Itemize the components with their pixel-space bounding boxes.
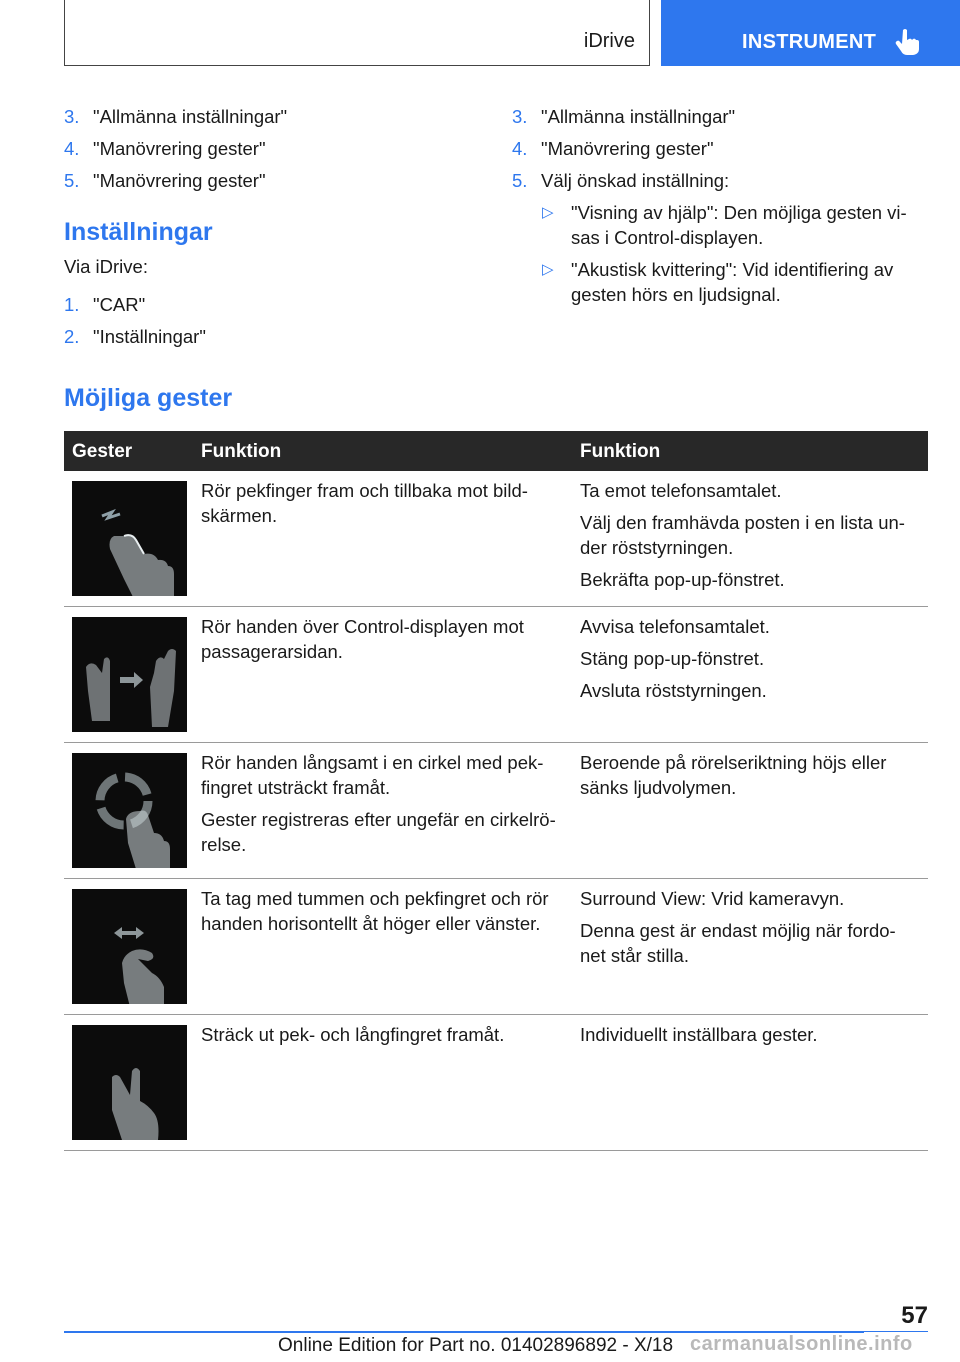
step-number: 4. — [512, 138, 528, 159]
page-number: 57 — [901, 1302, 928, 1329]
footer-divider-thin — [864, 1331, 928, 1332]
via-idrive-label: Via iDrive: — [64, 256, 148, 277]
function-item — [580, 886, 920, 911]
sub-list-item — [512, 200, 932, 250]
gesture-function — [580, 614, 920, 710]
table-row — [64, 607, 928, 743]
function-item — [580, 678, 920, 703]
circle-finger-gesture-image — [72, 753, 187, 868]
text-line: Denna gest är endast möjlig när fordo- — [580, 920, 896, 941]
gesture-function — [580, 478, 920, 599]
list-item — [64, 292, 464, 317]
sub-item-line: gesten hörs en ljudsignal. — [571, 284, 781, 305]
text-line: Rör handen långsamt i en cirkel med pek- — [201, 752, 544, 773]
step-text: "Manövrering gester" — [541, 138, 714, 159]
step-number: 4. — [64, 138, 80, 159]
step-number: 5. — [64, 170, 80, 191]
text-line: net står stilla. — [580, 945, 689, 966]
gestures-heading: Möjliga gester — [64, 384, 233, 412]
left-steps-list — [64, 104, 464, 200]
sub-list-item — [512, 257, 932, 307]
table-row — [64, 879, 928, 1015]
hand-pointer-icon — [895, 28, 921, 56]
triangle-bullet-icon: ▷ — [542, 204, 554, 221]
step-number: 3. — [64, 106, 80, 127]
gesture-function — [580, 750, 920, 807]
list-item — [64, 104, 464, 129]
list-item — [512, 136, 932, 161]
text-line: Surround View: Vrid kameravyn. — [580, 888, 845, 909]
function-item — [580, 510, 920, 560]
text-line: skärmen. — [201, 505, 278, 526]
step-text: Välj önskad inställning: — [541, 170, 730, 191]
gesture-description — [201, 1022, 571, 1047]
sub-item-line: "Visning av hjälp": Den möjliga gesten vi- — [571, 202, 907, 223]
description-paragraph — [201, 750, 571, 800]
watermark: carmanualsonline.info — [690, 1333, 913, 1355]
sub-item-line: sas i Control-displayen. — [571, 227, 764, 248]
text-line: handen horisontellt åt höger eller vänster. — [201, 913, 541, 934]
function-item — [580, 750, 920, 800]
step-text: "Manövrering gester" — [93, 170, 266, 191]
text-line: fingret utsträckt framåt. — [201, 777, 391, 798]
gesture-description — [201, 750, 571, 864]
finger-tap-gesture-image — [72, 481, 187, 596]
function-item — [580, 646, 920, 671]
text-line: Gester registreras efter ungefär en cirkelrö- — [201, 809, 556, 830]
column-header: Funktion — [580, 441, 661, 462]
text-line: Beroende på rörelseriktning höjs eller — [580, 752, 887, 773]
text-line: relse. — [201, 834, 247, 855]
text-line: Stäng pop-up-fönstret. — [580, 648, 765, 669]
column-header: Gester — [72, 441, 133, 462]
header-chapter-tab — [661, 0, 960, 66]
function-item — [580, 478, 920, 503]
right-steps-list — [512, 104, 932, 314]
table-row — [64, 743, 928, 879]
list-item — [512, 104, 932, 129]
text-line: Ta emot telefonsamtalet. — [580, 480, 782, 501]
step-text: "Allmänna inställningar" — [541, 106, 736, 127]
text-line: Bekräfta pop-up-fönstret. — [580, 569, 785, 590]
hand-swipe-gesture-image — [72, 617, 187, 732]
gesture-description — [201, 886, 571, 936]
text-line: Individuellt inställbara gester. — [580, 1024, 818, 1045]
header-chapter-title: INSTRUMENT — [742, 31, 877, 53]
text-line: Rör handen över Control-displayen mot — [201, 616, 524, 637]
table-row — [64, 471, 928, 607]
description-paragraph — [201, 807, 571, 857]
text-line: Välj den framhävda posten i en lista un- — [580, 512, 905, 533]
column-header: Funktion — [201, 441, 282, 462]
function-item — [580, 918, 920, 968]
list-item — [64, 168, 464, 193]
step-text: "Inställningar" — [93, 326, 206, 347]
gesture-description — [201, 614, 571, 664]
text-line: Avvisa telefonsamtalet. — [580, 616, 770, 637]
header-section-box — [64, 0, 650, 66]
step-number: 5. — [512, 170, 528, 191]
step-text: "Allmänna inställningar" — [93, 106, 288, 127]
function-item — [580, 1022, 920, 1047]
text-line: der röststyrningen. — [580, 537, 734, 558]
step-number: 2. — [64, 326, 80, 347]
pinch-drag-gesture-image — [72, 889, 187, 1004]
list-item — [64, 136, 464, 161]
text-line: Rör pekfinger fram och tillbaka mot bild- — [201, 480, 528, 501]
list-item — [64, 324, 464, 349]
settings-steps-list — [64, 292, 464, 356]
text-line: passagerarsidan. — [201, 641, 343, 662]
step-text: "Manövrering gester" — [93, 138, 266, 159]
sub-item-line: "Akustisk kvittering": Vid identifiering av — [571, 259, 894, 280]
step-number: 3. — [512, 106, 528, 127]
table-row — [64, 1015, 928, 1151]
text-line: Avsluta röststyrningen. — [580, 680, 767, 701]
text-line: Ta tag med tummen och pekfingret och rör — [201, 888, 549, 909]
function-item — [580, 567, 920, 592]
gesture-function — [580, 886, 920, 975]
text-line: sänks ljudvolymen. — [580, 777, 737, 798]
text-line: Sträck ut pek- och långfingret framåt. — [201, 1024, 505, 1045]
step-text: "CAR" — [93, 294, 146, 315]
step-number: 1. — [64, 294, 80, 315]
list-item — [512, 168, 932, 193]
footer-edition-text: Online Edition for Part no. 01402896892 - X/18 — [278, 1335, 674, 1356]
gesture-function — [580, 1022, 920, 1054]
header-section-title: iDrive — [583, 30, 635, 52]
gesture-description — [201, 478, 571, 528]
gestures-table-header — [64, 431, 928, 471]
function-item — [580, 614, 920, 639]
two-finger-gesture-image — [72, 1025, 187, 1140]
triangle-bullet-icon: ▷ — [542, 261, 554, 278]
settings-heading: Inställningar — [64, 218, 213, 246]
